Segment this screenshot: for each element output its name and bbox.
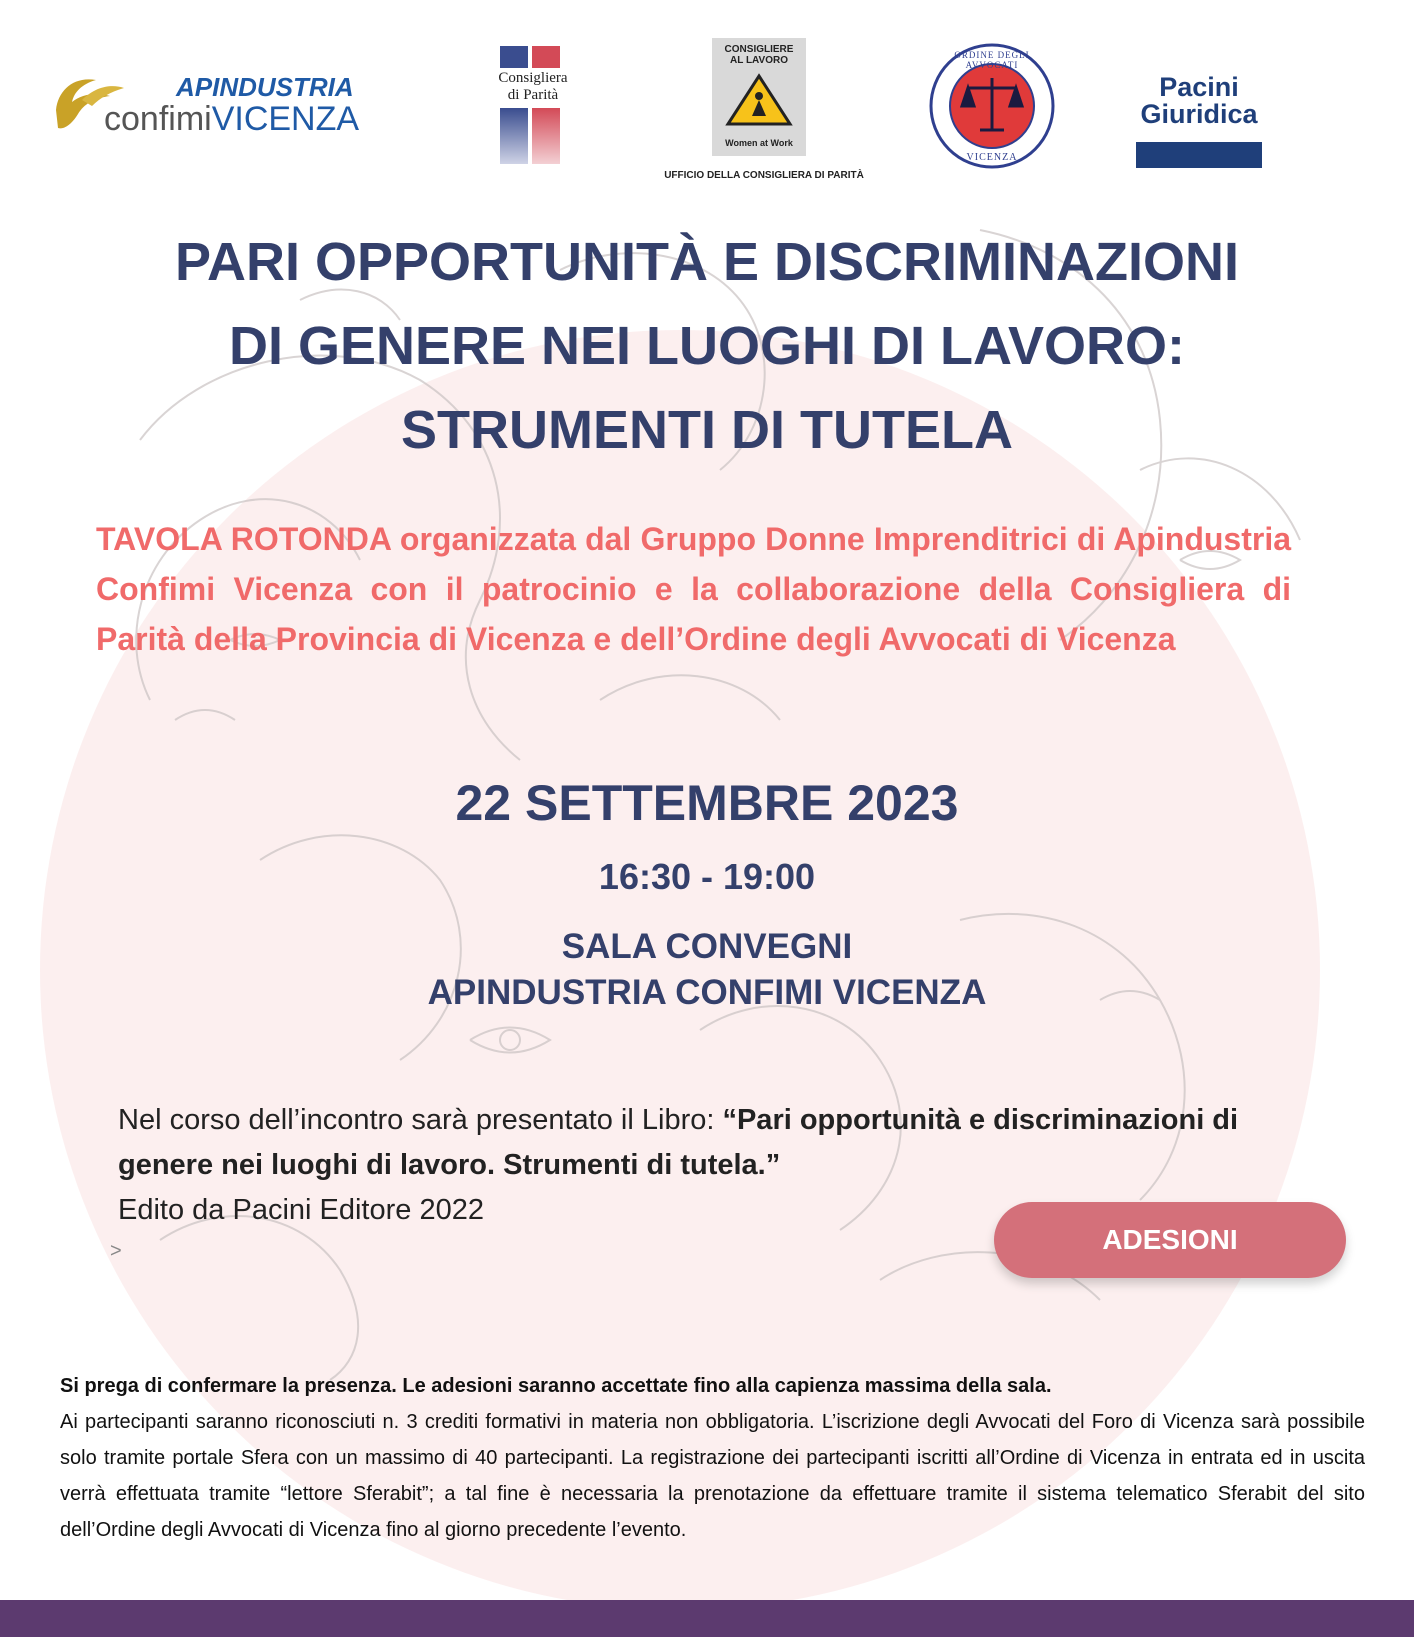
warning-woman-icon [724, 72, 794, 128]
title-line-3: STRUMENTI DI TUTELA [401, 400, 1013, 460]
event-venue [0, 924, 1414, 1016]
event-title [60, 220, 1354, 472]
pacini-text: Pacini [1159, 72, 1239, 102]
book-title: “Pari opportunità e discriminazioni di genere nei luoghi di lavoro. Strumenti di tutela.” [118, 1104, 1239, 1181]
partner-logos [0, 0, 1414, 200]
event-time: 16:30 - 19:00 [598, 856, 816, 897]
title-line-1: PARI OPPORTUNITÀ E DISCRIMINAZIONI [174, 232, 1240, 292]
event-date: 22 SETTEMBRE 2023 [455, 775, 959, 831]
apindustria-logo [52, 70, 402, 140]
vicenza-text: VICENZA [966, 152, 1018, 163]
adesioni-button[interactable]: ADESIONI [994, 1202, 1346, 1278]
consigliera-text: Consigliera [498, 70, 568, 86]
ordine-avvocati-logo [928, 42, 1056, 170]
event-subtitle: TAVOLA ROTONDA organizzata dal Gruppo Donne Imprenditrici di Apindustria Confimi Vicenza con il patrocinio e la collaborazione della Consigliera di Parità della Provincia di Vicenza e dell’Ordine degli Avvocati di Vicenza [96, 521, 1291, 657]
ordine-text: ORDINE DEGLI AVVOCATI [954, 50, 1030, 70]
giuridica-text: Giuridica [1140, 99, 1258, 129]
apindustria-wordmark: APINDUSTRIA [176, 72, 354, 102]
venue-line-2: APINDUSTRIA CONFIMI VICENZA [427, 973, 987, 1012]
consigliere-al-lavoro-logo [664, 38, 864, 188]
al-lavoro-text: AL LAVORO [730, 55, 788, 66]
registration-notice [60, 1368, 1365, 1548]
confimi-vicenza-wordmark: confimiVICENZA [104, 100, 360, 138]
title-line-2: DI GENERE NEI LUOGHI DI LAVORO: [228, 316, 1186, 376]
women-at-work-text: Women at Work [725, 138, 793, 148]
consigliere-text: CONSIGLIERE [724, 44, 794, 55]
pacini-giuridica-logo [1136, 46, 1262, 172]
ufficio-caption: UFFICIO DELLA CONSIGLIERA DI PARITÀ [664, 170, 864, 181]
book-intro: Nel corso dell’incontro sarà presentato il Libro: [118, 1104, 723, 1136]
book-publisher: Edito da Pacini Editore 2022 [118, 1194, 484, 1226]
notice-confirm: Si prega di confermare la presenza. Le adesioni saranno accettate fino alla capienza massima della sala. [60, 1375, 1052, 1397]
footer-bar [0, 1600, 1414, 1637]
consigliera-parita-logo [488, 46, 578, 166]
venue-line-1: SALA CONVEGNI [561, 927, 853, 966]
notice-body: Ai partecipanti saranno riconosciuti n. 3 crediti formativi in materia non obbligatoria. L’iscrizione degli Avvocati del Foro di Vicenza sarà possibile solo tramite portale Sfera con un massimo di 40 partecipanti. La registrazione dei partecipanti iscritti all’Ordine di Vicenza in entrata ed in uscita verrà effettuata tramite “lettore Sferabit”; a tal fine è necessaria la prenotazione da effettuare tramite il sistema telematico Sferabit del sito dell’Ordine degli Avvocati di Vicenza fino al giorno precedente l’evento. [60, 1411, 1365, 1541]
di-parita-text: di Parità [507, 87, 559, 103]
chevron-right-icon: > [110, 1240, 122, 1262]
